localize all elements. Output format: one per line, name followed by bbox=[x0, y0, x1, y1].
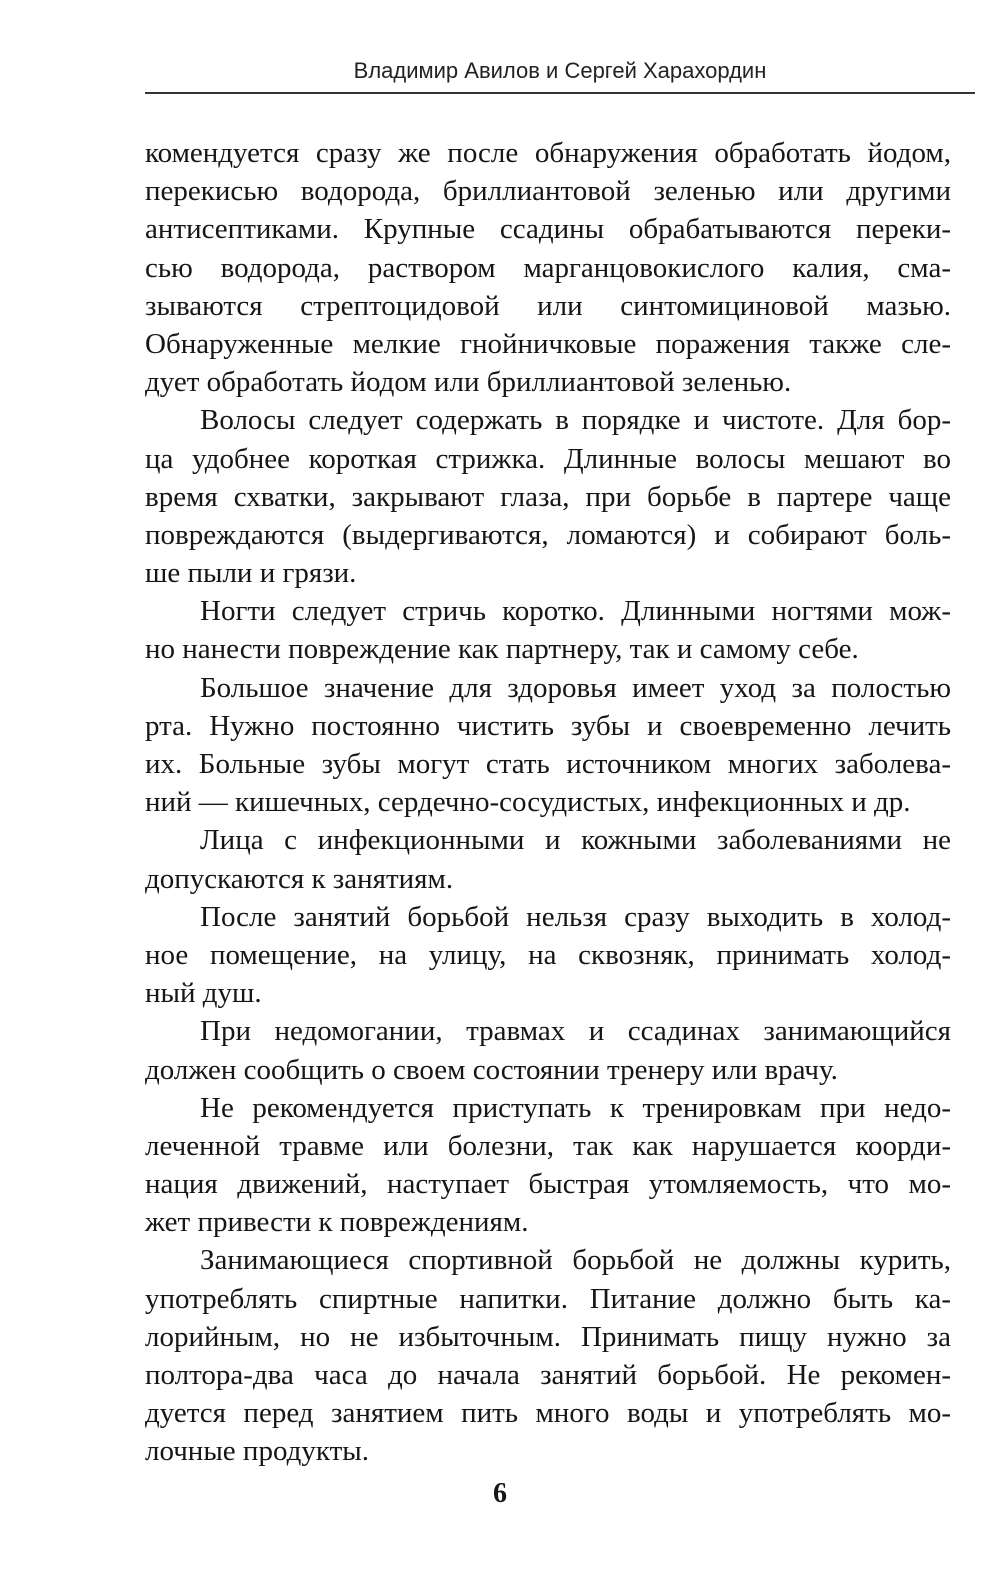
text-line: антисептиками. Крупные ссадины обрабатываются переки- bbox=[145, 213, 951, 246]
text-line: зываются стрептоцидовой или синтомициновой мазью. bbox=[145, 289, 951, 322]
text-line: После занятий борьбой нельзя сразу выходить в холод- bbox=[200, 900, 951, 933]
text-line: Занимающиеся спортивной борьбой не должны курить, bbox=[200, 1244, 951, 1277]
text-line: но нанести повреждение как партнеру, так и самому себе. bbox=[145, 633, 859, 666]
text-line: ний — кишечных, сердечно-сосудистых, инфекционных и др. bbox=[145, 786, 911, 819]
text-line: рта. Нужно постоянно чистить зубы и своевременно лечить bbox=[145, 709, 951, 742]
text-line: допускаются к занятиям. bbox=[145, 862, 454, 895]
text-line: Ногти следует стричь коротко. Длинными ногтями мож- bbox=[200, 595, 951, 628]
text-line: При недомогании, травмах и ссадинах занимающийся bbox=[200, 1015, 951, 1048]
text-line: Большое значение для здоровья имеет уход за полостью bbox=[200, 671, 951, 704]
text-line: лочные продукты. bbox=[145, 1435, 369, 1468]
text-line: сью водорода, раствором марганцовокислого калия, сма- bbox=[145, 251, 951, 284]
running-header: Владимир Авилов и Сергей Харахордин bbox=[353, 58, 767, 83]
text-line: должен сообщить о своем состоянии тренеру или врачу. bbox=[145, 1053, 838, 1086]
text-line: ный душ. bbox=[145, 977, 262, 1010]
header-rule bbox=[145, 92, 975, 94]
text-line: Не рекомендуется приступать к тренировкам при недо- bbox=[200, 1091, 951, 1124]
text-line: комендуется сразу же после обнаружения обработать йодом, bbox=[145, 137, 951, 169]
text-line: ное помещение, на улицу, на сквозняк, принимать холод- bbox=[145, 938, 951, 971]
page-number: 6 bbox=[493, 1478, 507, 1509]
text-line: перекисью водорода, бриллиантовой зеленью или другими bbox=[145, 175, 951, 208]
text-line: лорийным, но не избыточным. Принимать пищу нужно за bbox=[145, 1320, 951, 1353]
text-line: Лица с инфекционными и кожными заболеваниями не bbox=[200, 824, 951, 857]
text-line: повреждаются (выдергиваются, ломаются) и собирают боль- bbox=[145, 518, 951, 551]
text-line: леченной травме или болезни, так как нарушается коорди- bbox=[145, 1129, 951, 1162]
text-line: дуется перед занятием пить много воды и употреблять мо- bbox=[145, 1397, 951, 1430]
text-line: употреблять спиртные напитки. Питание должно быть ка- bbox=[145, 1282, 951, 1315]
text-line: нация движений, наступает быстрая утомляемость, что мо- bbox=[145, 1168, 951, 1201]
text-line: ше пыли и грязи. bbox=[145, 557, 357, 590]
body-text bbox=[145, 134, 951, 1471]
text-line: их. Больные зубы могут стать источником многих заболева- bbox=[145, 748, 951, 780]
text-line: Волосы следует содержать в порядке и чистоте. Для бор- bbox=[200, 404, 951, 437]
text-line: время схватки, закрывают глаза, при борьбе в партере чаще bbox=[145, 480, 951, 513]
text-line: полтора-два часа до начала занятий борьбой. Не рекомен- bbox=[145, 1359, 951, 1391]
text-line: жет привести к повреждениям. bbox=[145, 1206, 529, 1239]
text-line: ца удобнее короткая стрижка. Длинные волосы мешают во bbox=[145, 442, 951, 475]
text-line: дует обработать йодом или бриллиантовой зеленью. bbox=[145, 366, 792, 399]
text-line: Обнаруженные мелкие гнойничковые поражения также сле- bbox=[145, 327, 951, 360]
